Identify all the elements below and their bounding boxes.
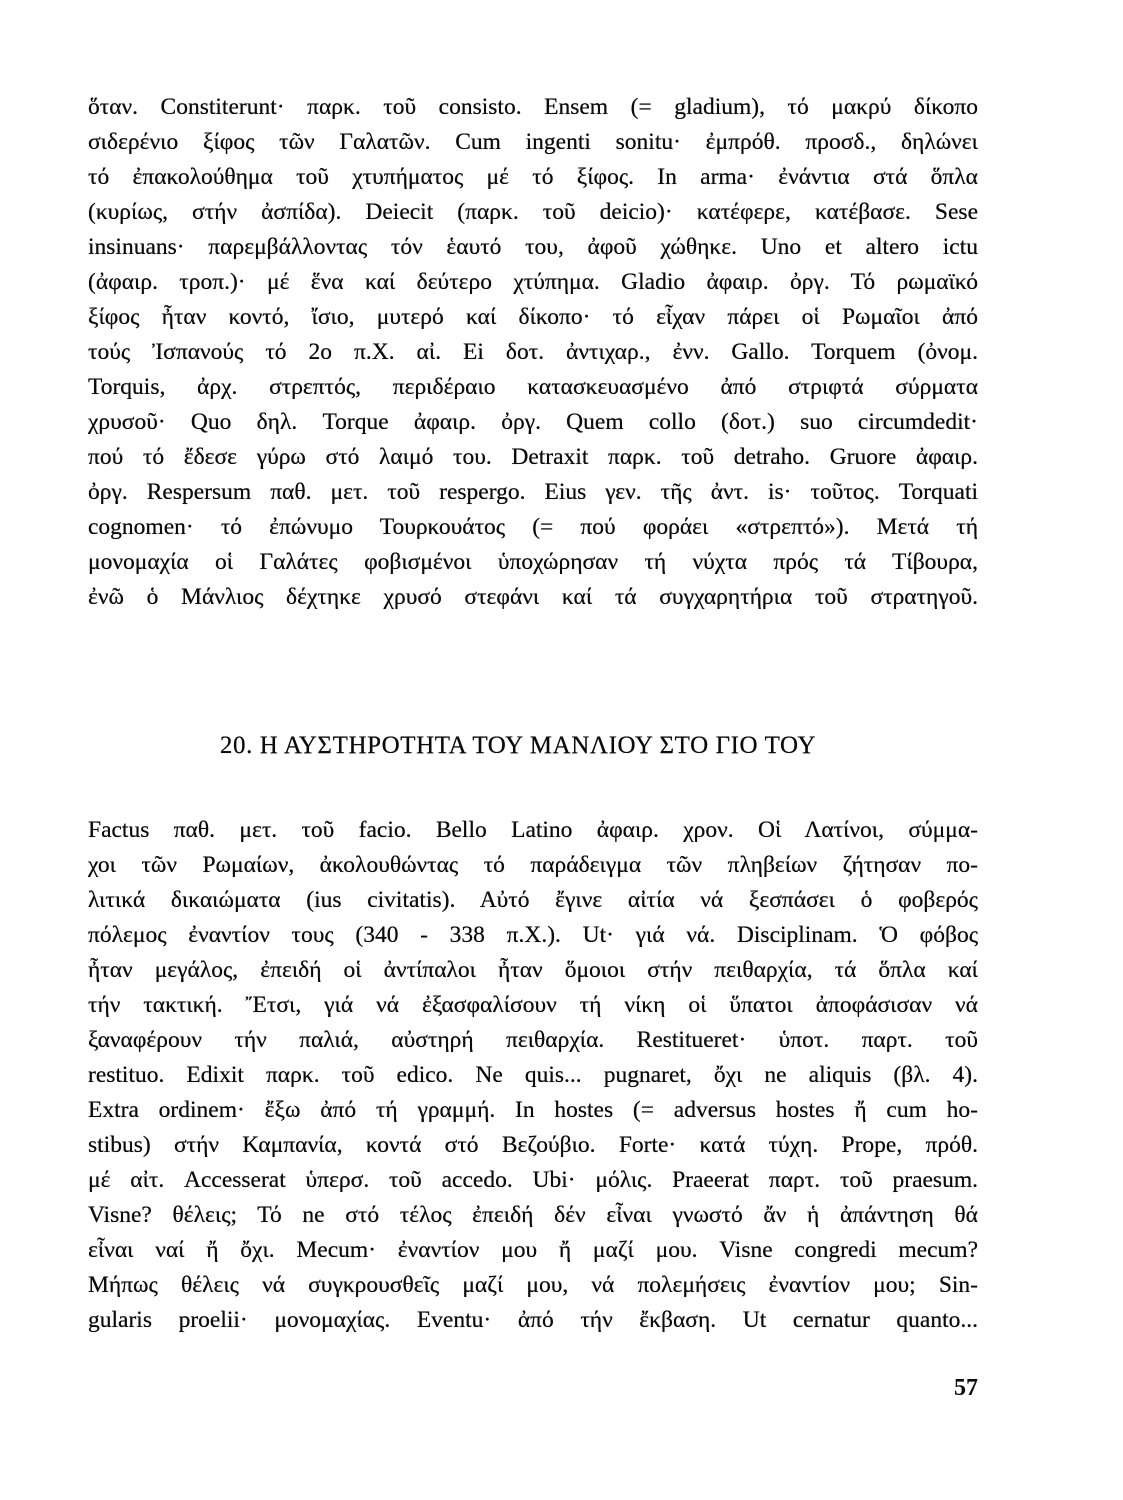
text-line: Torquis, ἀρχ. στρεπτός, περιδέραιο κατασκευασμένο ἀπό στριφτά σύρματα xyxy=(88,374,978,400)
text-line: gularis proelii· μονομαχίας. Eventu· ἀπό τήν ἔκβαση. Ut cernatur quanto... xyxy=(88,1307,978,1333)
text-line: (ἀφαιρ. τροπ.)· μέ ἕνα καί δεύτερο χτύπημα. Gladio ἀφαιρ. ὀργ. Τό ρωμαϊκό xyxy=(88,269,978,295)
text-line: insinuans· παρεμβάλλοντας τόν ἑαυτό του, ἀφοῦ χώθηκε. Uno et altero ictu xyxy=(88,234,978,260)
text-line: μέ αἰτ. Accesserat ὑπερσ. τοῦ accedo. Ubi· μόλις. Praeerat παρτ. τοῦ praesum. xyxy=(88,1167,978,1193)
commentary-paragraph-1 xyxy=(88,90,978,615)
commentary-paragraph-2 xyxy=(88,813,978,1338)
text-line: restituo. Edixit παρκ. τοῦ edico. Ne quis... pugnaret, ὄχι ne aliquis (βλ. 4). xyxy=(88,1062,978,1088)
page-number: 57 xyxy=(954,1375,978,1401)
text-line: πόλεμος ἐναντίον τους (340 - 338 π.Χ.). Ut· γιά νά. Disciplinam. Ὁ φόβος xyxy=(88,922,978,948)
text-line: (κυρίως, στήν ἀσπίδα). Deiecit (παρκ. τοῦ deicio)· κατέφερε, κατέβασε. Sese xyxy=(88,199,978,225)
text-line: ξίφος ἦταν κοντό, ἴσιο, μυτερό καί δίκοπο· τό εἶχαν πάρει οἱ Ρωμαῖοι ἀπό xyxy=(88,304,978,330)
text-line: ἐνῶ ὁ Μάνλιος δέχτηκε χρυσό στεφάνι καί τά συγχαρητήρια τοῦ στρατηγοῦ. xyxy=(88,584,978,610)
text-line: ἦταν μεγάλος, ἐπειδή οἱ ἀντίπαλοι ἦταν ὅμοιοι στήν πειθαρχία, τά ὅπλα καί xyxy=(88,957,978,983)
text-line: Μήπως θέλεις νά συγκρουσθεῖς μαζί μου, νά πολεμήσεις ἐναντίον μου; Sin- xyxy=(88,1272,978,1298)
text-line: Extra ordinem· ἔξω ἀπό τή γραμμή. In hostes (= adversus hostes ἤ cum ho- xyxy=(88,1097,978,1123)
text-line: πού τό ἔδεσε γύρω στό λαιμό του. Detraxit παρκ. τοῦ detraho. Gruore ἀφαιρ. xyxy=(88,444,978,470)
text-line: cognomen· τό ἐπώνυμο Τουρκουάτος (= πού φοράει «στρεπτό»). Μετά τή xyxy=(88,514,978,540)
text-line: ξαναφέρουν τήν παλιά, αὐστηρή πειθαρχία. Restitueret· ὑποτ. παρτ. τοῦ xyxy=(88,1027,978,1053)
text-line: χρυσοῦ· Quo δηλ. Torque ἀφαιρ. ὀργ. Quem collo (δοτ.) suo circumdedit· xyxy=(88,409,978,435)
text-line: σιδερένιο ξίφος τῶν Γαλατῶν. Cum ingenti sonitu· ἐμπρόθ. προσδ., δηλώνει xyxy=(88,129,978,155)
text-line: εἶναι ναί ἤ ὄχι. Mecum· ἐναντίον μου ἤ μαζί μου. Visne congredi mecum? xyxy=(88,1237,978,1263)
text-line: ὀργ. Respersum παθ. μετ. τοῦ respergo. Eius γεν. τῆς ἀντ. is· τοῦτος. Torquati xyxy=(88,479,978,505)
text-line: τό ἐπακολούθημα τοῦ χτυπήματος μέ τό ξίφος. In arma· ἐνάντια στά ὅπλα xyxy=(88,164,978,190)
text-line: Factus παθ. μετ. τοῦ facio. Bello Latino ἀφαιρ. χρον. Οἱ Λατίνοι, σύμμα- xyxy=(88,817,978,843)
text-line: τούς Ἰσπανούς τό 2ο π.Χ. αἰ. Ei δοτ. ἀντιχαρ., ἐνν. Gallo. Torquem (ὀνομ. xyxy=(88,339,978,365)
text-line: λιτικά δικαιώματα (ius civitatis). Αὐτό ἔγινε αἰτία νά ξεσπάσει ὁ φοβερός xyxy=(88,887,978,913)
text-line: Visne? θέλεις; Τό ne στό τέλος ἐπειδή δέν εἶναι γνωστό ἄν ἡ ἀπάντηση θά xyxy=(88,1202,978,1228)
text-line: τήν τακτική. Ἔτσι, γιά νά ἐξασφαλίσουν τή νίκη οἱ ὕπατοι ἀποφάσισαν νά xyxy=(88,992,978,1018)
text-line: stibus) στήν Καμπανία, κοντά στό Βεζούβιο. Forte· κατά τύχη. Prope, πρόθ. xyxy=(88,1132,978,1158)
section-heading: 20. Η ΑΥΣΤΗΡΟΤΗΤΑ ΤΟΥ ΜΑΝΛΙΟΥ ΣΤΟ ΓΙΟ ΤΟΥ xyxy=(219,732,817,759)
text-line: ὅταν. Constiterunt· παρκ. τοῦ consisto. Ensem (= gladium), τό μακρύ δίκοπο xyxy=(88,94,978,120)
text-line: μονομαχία οἱ Γαλάτες φοβισμένοι ὑποχώρησαν τή νύχτα πρός τά Τίβουρα, xyxy=(88,549,978,575)
text-line: χοι τῶν Ρωμαίων, ἀκολουθώντας τό παράδειγμα τῶν πληβείων ζήτησαν πο- xyxy=(88,852,978,878)
